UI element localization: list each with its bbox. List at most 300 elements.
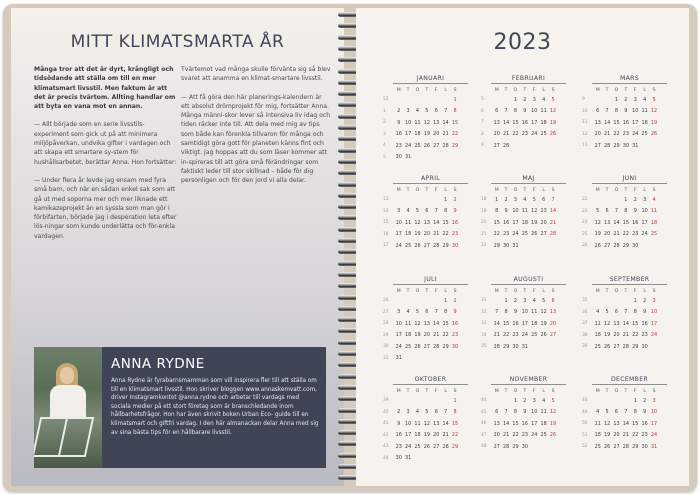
day-cell: 13 — [549, 309, 557, 316]
week-number: 50 — [582, 421, 588, 427]
weekday-header — [481, 86, 570, 94]
day-cell: 10 — [650, 309, 658, 316]
day-cell: 4 — [542, 397, 546, 404]
day-cell: 26 — [650, 131, 658, 138]
month-name: AUGUSTI — [491, 276, 566, 285]
week-number: 39 — [582, 344, 588, 350]
day-cell: 18 — [414, 131, 421, 138]
day-cell: 17 — [641, 219, 648, 226]
day-cell: 3 — [406, 409, 410, 416]
week-number: 38 — [582, 332, 588, 338]
day-cell: 25 — [594, 343, 601, 350]
week-row — [383, 240, 472, 252]
day-cell: 3 — [406, 108, 410, 115]
day-cell: 15 — [442, 320, 449, 327]
day-cell: 17 — [404, 432, 412, 439]
day-cell: 19 — [549, 119, 557, 126]
weekday-label: S — [551, 388, 555, 394]
day-cell: 15 — [442, 219, 449, 226]
day-cell: 7 — [605, 108, 609, 115]
day-cell: 31 — [632, 142, 639, 149]
week-number: 48 — [582, 398, 588, 404]
day-cell: 13 — [423, 219, 430, 226]
weekday-label: F — [532, 288, 536, 294]
day-cell: 11 — [650, 208, 658, 215]
weekday-label: S — [453, 187, 457, 193]
day-cell: 20 — [423, 231, 430, 238]
day-cell: 25 — [414, 142, 421, 149]
day-cell: 10 — [632, 108, 639, 115]
week-row — [582, 318, 671, 330]
day-cell: 29 — [451, 142, 459, 149]
day-cell: 29 — [502, 343, 510, 350]
day-cell: 19 — [414, 332, 421, 339]
day-cell: 27 — [594, 142, 601, 149]
day-cell: 6 — [614, 409, 619, 416]
week-row — [582, 441, 671, 453]
day-cell: 8 — [624, 208, 628, 215]
day-cell: 12 — [423, 119, 430, 126]
week-number: 27 — [383, 309, 389, 315]
day-cell: 16 — [395, 432, 402, 439]
week-row — [383, 140, 472, 152]
day-cell: 18 — [594, 432, 601, 439]
weekday-label: S — [453, 288, 457, 294]
day-cell: 28 — [502, 443, 510, 450]
day-cell: 21 — [433, 332, 440, 339]
day-cell: 14 — [502, 119, 510, 126]
day-cell: 20 — [594, 131, 601, 138]
lead-paragraph: Många tror att det är dyrt, krångligt och tidsödande att ställa om till en mer klimatsmart livsstil. Men faktum är att det är precis tvärtom. Allting handlar om att byta en vana mot en annan. — [34, 66, 176, 111]
day-cell: 15 — [451, 420, 459, 427]
day-cell: 16 — [451, 320, 459, 327]
week-row — [481, 140, 570, 152]
weekday-label: M — [396, 288, 401, 294]
week-row — [481, 330, 570, 342]
week-number: 5 — [481, 97, 484, 103]
weekday-label: M — [595, 288, 600, 294]
day-cell: 4 — [406, 309, 410, 316]
weekday-label: M — [396, 187, 401, 193]
day-cell: 10 — [650, 409, 658, 416]
day-cell: 24 — [395, 242, 402, 249]
day-cell: 21 — [493, 332, 500, 339]
day-cell: 31 — [521, 343, 528, 350]
day-cell: 29 — [622, 242, 629, 249]
day-cell: 14 — [442, 119, 449, 126]
month-name: FEBRUARI — [491, 75, 566, 84]
month-name: DECEMBER — [592, 376, 667, 385]
day-cell: 8 — [504, 309, 508, 316]
weekday-label: T — [504, 388, 508, 394]
day-cell: 17 — [632, 119, 639, 126]
day-cell: 30 — [395, 154, 402, 161]
day-cell: 19 — [540, 320, 547, 327]
day-cell: 25 — [540, 432, 547, 439]
day-cell: 4 — [652, 196, 656, 203]
weekday-label: F — [532, 388, 536, 394]
day-cell: 19 — [603, 332, 611, 339]
weekday-label: O — [513, 388, 518, 394]
day-cell: 9 — [633, 208, 637, 215]
day-cell: 3 — [633, 96, 637, 103]
day-cell: 7 — [444, 409, 448, 416]
day-cell: 30 — [622, 142, 629, 149]
day-cell: 30 — [521, 443, 528, 450]
day-cell: 26 — [603, 443, 611, 450]
month-calendar — [383, 75, 472, 163]
day-cell: 5 — [605, 309, 609, 316]
left-page — [11, 8, 344, 486]
day-cell: 2 — [453, 196, 457, 203]
week-number: 24 — [582, 220, 588, 226]
day-cell: 27 — [540, 231, 547, 238]
day-cell: 1 — [504, 297, 508, 304]
weekday-label: T — [406, 187, 410, 193]
author-name: ANNA RYDNE — [111, 356, 205, 372]
week-row — [383, 152, 472, 164]
day-cell: 11 — [414, 420, 421, 427]
day-cell: 21 — [433, 231, 440, 238]
day-cell: 4 — [523, 196, 527, 203]
week-number: 34 — [481, 332, 487, 338]
week-row — [481, 407, 570, 419]
day-cell: 2 — [643, 297, 647, 304]
day-cell: 9 — [523, 108, 527, 115]
day-cell: 14 — [442, 420, 449, 427]
week-number: 3 — [383, 131, 386, 137]
day-cell: 27 — [423, 242, 430, 249]
day-cell: 11 — [404, 320, 412, 327]
day-cell: 23 — [395, 142, 402, 149]
day-cell: 24 — [395, 343, 402, 350]
day-cell: 17 — [650, 420, 658, 427]
day-cell: 10 — [531, 108, 538, 115]
week-row — [383, 217, 472, 229]
week-row — [481, 106, 570, 118]
week-number: 17 — [383, 243, 389, 249]
week-number: 9 — [481, 143, 484, 149]
day-cell: 29 — [442, 343, 449, 350]
day-cell: 28 — [442, 142, 449, 149]
day-cell: 5 — [605, 409, 609, 416]
day-cell: 18 — [650, 219, 658, 226]
day-cell: 7 — [444, 108, 448, 115]
day-cell: 29 — [632, 443, 639, 450]
day-cell: 12 — [540, 309, 547, 316]
day-cell: 15 — [493, 219, 500, 226]
day-cell: 9 — [523, 409, 527, 416]
day-cell: 11 — [540, 108, 547, 115]
day-cell: 19 — [531, 219, 538, 226]
day-cell: 12 — [549, 409, 557, 416]
day-cell: 6 — [495, 108, 499, 115]
week-number: 1 — [383, 108, 386, 114]
weekday-label: M — [396, 87, 401, 93]
day-cell: 23 — [502, 231, 510, 238]
day-cell: 6 — [551, 297, 555, 304]
weekday-label: T — [624, 388, 628, 394]
day-cell: 1 — [453, 96, 457, 103]
week-number: 7 — [481, 120, 484, 126]
weekday-label: S — [453, 388, 457, 394]
weekday-label: O — [513, 87, 518, 93]
day-cell: 22 — [613, 131, 620, 138]
author-photo — [34, 347, 102, 468]
week-number: 47 — [481, 432, 487, 438]
month-calendar — [582, 376, 671, 453]
weekday-label: L — [643, 288, 646, 294]
week-row — [582, 194, 671, 206]
day-cell: 24 — [650, 332, 658, 339]
day-cell: 17 — [512, 219, 519, 226]
week-row — [383, 341, 472, 353]
day-cell: 21 — [622, 432, 629, 439]
day-cell: 11 — [404, 219, 412, 226]
day-cell: 15 — [512, 119, 519, 126]
week-number: 31 — [481, 298, 487, 304]
day-cell: 4 — [415, 409, 420, 416]
day-cell: 25 — [404, 242, 412, 249]
day-cell: 23 — [451, 332, 459, 339]
weekday-header — [481, 387, 570, 395]
week-row — [383, 418, 472, 430]
day-cell: 19 — [603, 432, 611, 439]
article-column-2 — [181, 65, 331, 195]
day-cell: 18 — [414, 432, 421, 439]
day-cell: 27 — [493, 142, 500, 149]
month-calendar — [481, 75, 570, 152]
week-number: 6 — [481, 108, 484, 114]
day-cell: 19 — [423, 131, 430, 138]
week-number: 52 — [582, 444, 588, 450]
week-number: 12 — [582, 131, 588, 137]
day-cell: 25 — [594, 443, 601, 450]
day-cell: 14 — [549, 208, 557, 215]
day-cell: 16 — [502, 219, 510, 226]
week-row — [383, 229, 472, 241]
week-row — [481, 295, 570, 307]
day-cell: 18 — [521, 219, 528, 226]
day-cell: 30 — [502, 242, 510, 249]
weekday-label: O — [415, 87, 420, 93]
day-cell: 7 — [614, 208, 619, 215]
day-cell: 1 — [624, 196, 628, 203]
day-cell: 5 — [415, 208, 420, 215]
week-number: 30 — [383, 344, 389, 350]
day-cell: 2 — [504, 196, 508, 203]
day-cell: 6 — [605, 208, 609, 215]
day-cell: 20 — [603, 231, 611, 238]
weekday-label: T — [425, 288, 429, 294]
day-cell: 1 — [513, 397, 518, 404]
week-number: 39 — [383, 398, 389, 404]
year-title: 2023 — [493, 30, 552, 55]
day-cell: 3 — [397, 309, 401, 316]
week-number: 10 — [582, 108, 588, 114]
day-cell: 12 — [531, 208, 538, 215]
day-cell: 2 — [633, 196, 637, 203]
day-cell: 21 — [603, 131, 611, 138]
day-cell: 27 — [493, 443, 500, 450]
day-cell: 25 — [404, 343, 412, 350]
weekday-label: T — [605, 87, 609, 93]
week-row — [582, 240, 671, 252]
day-cell: 14 — [502, 420, 510, 427]
day-cell: 3 — [513, 196, 518, 203]
day-cell: 8 — [453, 108, 457, 115]
weekday-label: S — [652, 288, 656, 294]
day-cell: 22 — [493, 231, 500, 238]
weekday-label: T — [406, 288, 410, 294]
week-row — [383, 194, 472, 206]
day-cell: 12 — [423, 420, 430, 427]
author-bio-box — [34, 347, 326, 468]
weekday-label: S — [652, 388, 656, 394]
week-row — [383, 395, 472, 407]
week-number: 49 — [582, 409, 588, 415]
day-cell: 1 — [453, 397, 457, 404]
week-row — [481, 430, 570, 442]
weekday-label: L — [444, 87, 447, 93]
day-cell: 8 — [444, 309, 448, 316]
week-row — [481, 341, 570, 353]
week-row — [383, 117, 472, 129]
day-cell: 12 — [414, 219, 421, 226]
week-number: 44 — [383, 455, 389, 461]
month-calendar — [582, 276, 671, 353]
day-cell: 23 — [451, 231, 459, 238]
month-name: APRIL — [393, 175, 468, 184]
day-cell: 15 — [502, 320, 510, 327]
day-cell: 15 — [613, 119, 620, 126]
weekday-label: F — [434, 388, 438, 394]
weekday-label: T — [425, 187, 429, 193]
week-row — [481, 94, 570, 106]
week-number: 43 — [383, 444, 389, 450]
day-cell: 10 — [641, 208, 648, 215]
day-cell: 29 — [451, 443, 459, 450]
week-number: 19 — [481, 208, 487, 214]
day-cell: 27 — [423, 343, 430, 350]
week-row — [481, 307, 570, 319]
day-cell: 4 — [596, 409, 600, 416]
week-number: 33 — [481, 321, 487, 327]
day-cell: 28 — [433, 343, 440, 350]
week-number: 51 — [582, 432, 588, 438]
month-calendar — [383, 276, 472, 364]
week-row — [582, 330, 671, 342]
week-row — [481, 206, 570, 218]
day-cell: 20 — [613, 432, 620, 439]
day-cell: 5 — [596, 208, 600, 215]
week-row — [582, 129, 671, 141]
weekday-label: L — [643, 187, 646, 193]
day-cell: 17 — [404, 131, 412, 138]
weekday-header — [383, 387, 472, 395]
day-cell: 2 — [397, 409, 401, 416]
week-row — [582, 430, 671, 442]
day-cell: 20 — [540, 219, 547, 226]
weekday-header — [582, 186, 671, 194]
week-row — [582, 395, 671, 407]
weekday-label: F — [434, 288, 438, 294]
week-number: 40 — [383, 409, 389, 415]
weekday-label: M — [595, 87, 600, 93]
day-cell: 20 — [493, 131, 500, 138]
weekday-label: T — [406, 87, 410, 93]
day-cell: 30 — [395, 455, 402, 462]
day-cell: 25 — [531, 332, 538, 339]
day-cell: 8 — [513, 108, 518, 115]
day-cell: 22 — [451, 432, 459, 439]
day-cell: 26 — [423, 142, 430, 149]
weekday-label: M — [494, 388, 499, 394]
day-cell: 23 — [512, 332, 519, 339]
day-cell: 27 — [433, 443, 440, 450]
day-cell: 1 — [495, 196, 499, 203]
day-cell: 6 — [614, 309, 619, 316]
day-cell: 22 — [512, 131, 519, 138]
weekday-label: S — [551, 187, 555, 193]
day-cell: 18 — [540, 119, 547, 126]
weekday-label: T — [605, 288, 609, 294]
day-cell: 1 — [513, 96, 518, 103]
weekday-label: S — [453, 87, 457, 93]
day-cell: 1 — [614, 96, 619, 103]
weekday-label: T — [605, 388, 609, 394]
day-cell: 12 — [650, 108, 658, 115]
day-cell: 5 — [542, 297, 546, 304]
week-number: 52 — [383, 97, 389, 103]
page-title: MITT KLIMATSMARTA ÅR — [70, 32, 285, 52]
week-row — [481, 418, 570, 430]
day-cell: 20 — [433, 432, 440, 439]
weekday-header — [383, 287, 472, 295]
week-number: 32 — [481, 309, 487, 315]
day-cell: 3 — [532, 397, 536, 404]
day-cell: 13 — [613, 420, 620, 427]
day-cell: 4 — [532, 297, 536, 304]
day-cell: 30 — [451, 343, 459, 350]
weekday-label: T — [523, 288, 527, 294]
day-cell: 24 — [650, 432, 658, 439]
day-cell: 8 — [444, 208, 448, 215]
weekday-label: L — [444, 288, 447, 294]
weekday-header — [582, 387, 671, 395]
week-number: 37 — [582, 321, 588, 327]
day-cell: 25 — [650, 231, 658, 238]
day-cell: 2 — [523, 96, 527, 103]
week-row — [481, 240, 570, 252]
month-name: SEPTEMBER — [592, 276, 667, 285]
weekday-label: O — [415, 288, 420, 294]
week-row — [383, 441, 472, 453]
day-cell: 24 — [641, 231, 648, 238]
month-name: JUNI — [592, 175, 667, 184]
week-number: 28 — [383, 321, 389, 327]
week-row — [383, 407, 472, 419]
week-number: 14 — [383, 208, 389, 214]
day-cell: 9 — [453, 208, 457, 215]
day-cell: 11 — [414, 119, 421, 126]
day-cell: 6 — [425, 309, 429, 316]
week-number: 13 — [383, 197, 389, 203]
day-cell: 4 — [415, 108, 420, 115]
day-cell: 16 — [451, 219, 459, 226]
day-cell: 16 — [622, 119, 629, 126]
week-row — [582, 229, 671, 241]
